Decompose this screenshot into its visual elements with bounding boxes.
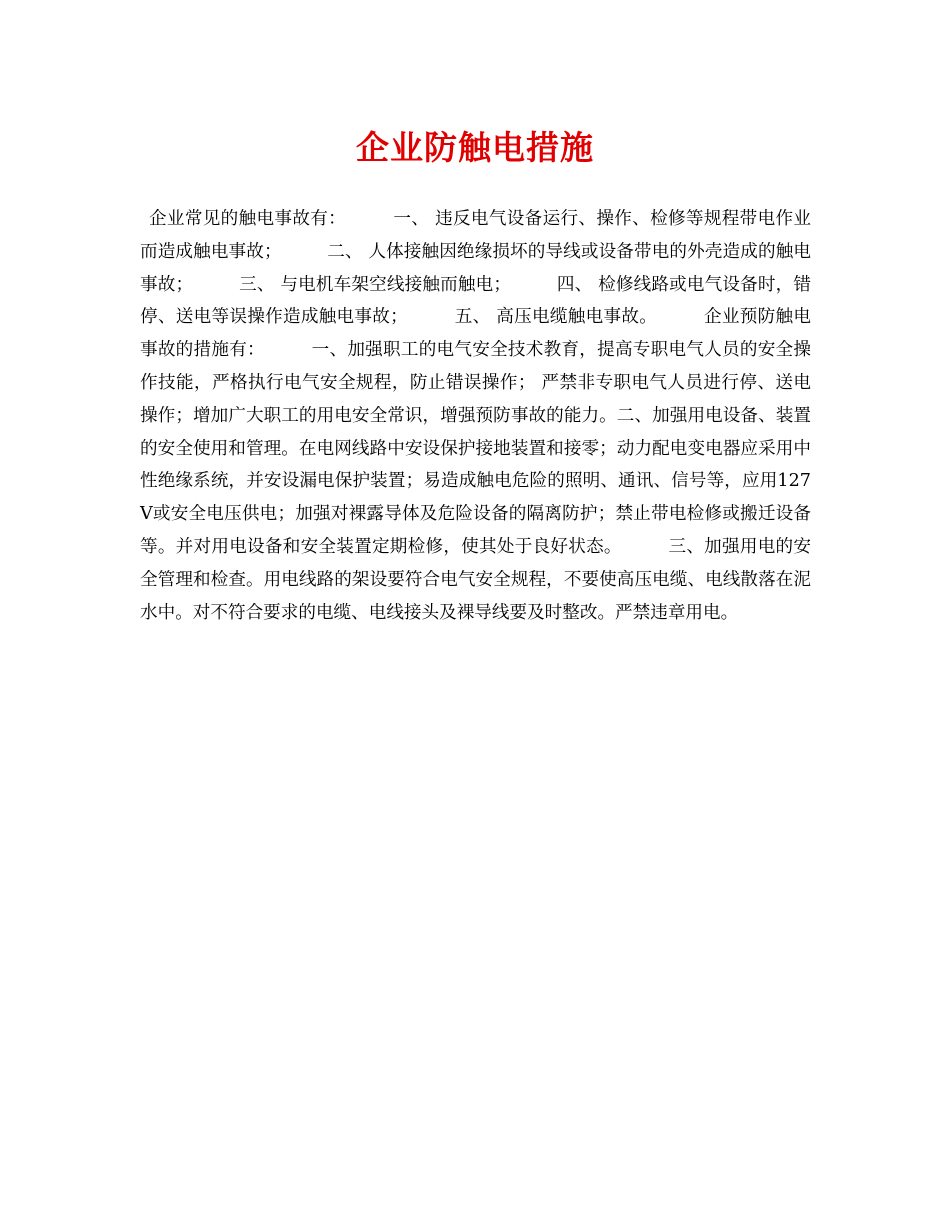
document-body-paragraph: 企业常见的触电事故有： 一、 违反电气设备运行、操作、检修等规程带电作业而造成触电事故； 二、 人体接触因绝缘损坏的导线或设备带电的外壳造成的触电事故； 三、 与电机车架空线接触而触电； 四、 检修线路或电气设备时，错停、送电等误操作造成触电事故； 五、 高压电缆触电事故。 企业预防触电事故的措施有： 一、加强职工的电气安全技术教育，提高专职电气人员的安全操作技能，严格执行电气安全规程，防止错误操作； 严禁非专职电气人员进行停、送电操作；增加广大职工的用电安全常识，增强预防事故的能力。二、加强用电设备、装置的安全使用和管理。在电网线路中安设保护接地装置和接零；动力配电变电器应采用中性绝缘系统，并安设漏电保护装置；易造成触电危险的照明、通讯、信号等，应用127V或安全电压供电；加强对裸露导体及危险设备的隔离防护；禁止带电检修或搬迁设备等。并对用电设备和安全装置定期检修，使其处于良好状态。 三、加强用电的安全管理和检查。用电线路的架设要符合电气安全规程，不要使高压电缆、电线散落在泥水中。对不符合要求的电缆、电线接头及裸导线要及时整改。严禁违章用电。 — [140, 209, 811, 623]
document-title: 企业防触电措施 — [356, 128, 594, 167]
